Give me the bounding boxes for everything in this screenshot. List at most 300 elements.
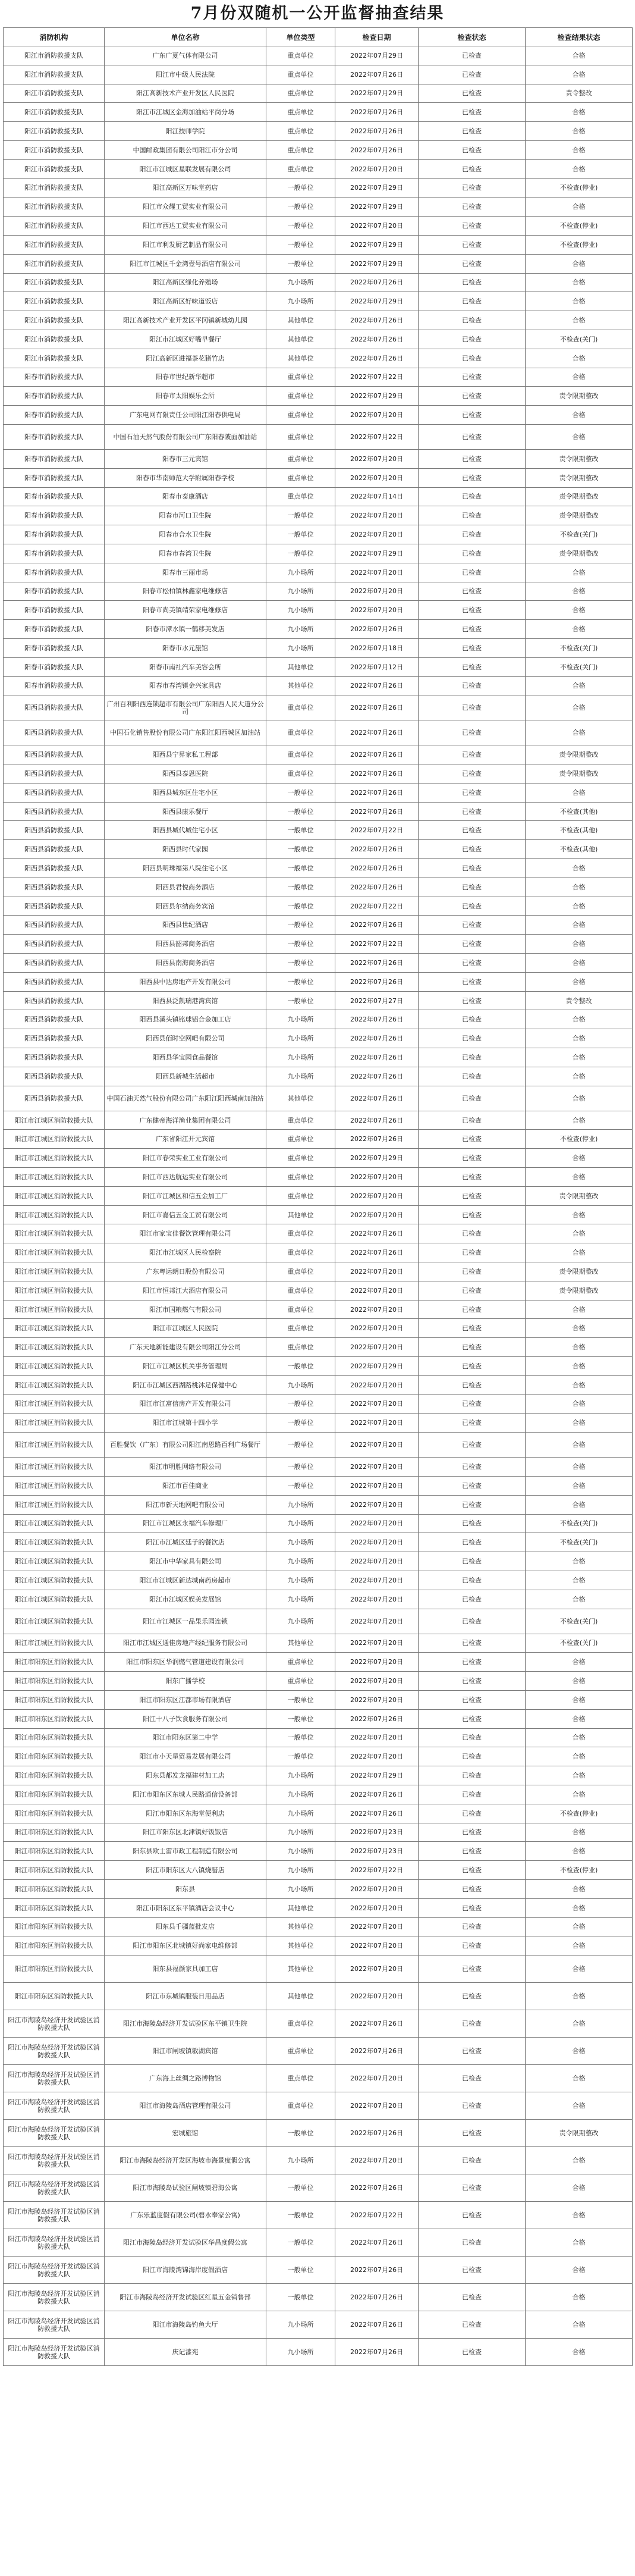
unit-type-cell: 其他单位 xyxy=(266,676,335,695)
result-status-cell: 合格 xyxy=(526,1010,633,1029)
inspection-status-cell: 已检查 xyxy=(419,601,526,620)
unit-name-cell: 阳江市江城第十四小学 xyxy=(105,1414,266,1433)
fire-agency-cell: 阳西县消防救援大队 xyxy=(4,720,105,745)
table-row xyxy=(4,582,633,601)
unit-name-cell: 阳西县泰恩医院 xyxy=(105,764,266,784)
table-row xyxy=(4,1205,633,1224)
result-status-cell: 合格 xyxy=(526,563,633,582)
table-row xyxy=(4,1048,633,1067)
fire-agency-cell: 阳西县消防救援大队 xyxy=(4,1029,105,1048)
unit-name-cell: 阳江市阳东区北津镇好饭饭店 xyxy=(105,1823,266,1842)
inspection-status-cell: 已检查 xyxy=(419,122,526,141)
inspection-date-cell: 2022年07月26日 xyxy=(335,695,419,720)
inspection-status-cell: 已检查 xyxy=(419,2229,526,2257)
table-row xyxy=(4,544,633,563)
unit-type-cell: 一般单位 xyxy=(266,198,335,217)
inspection-status-cell: 已检查 xyxy=(419,1879,526,1898)
fire-agency-cell: 阳江市海陵岛经济开发试验区消防救援大队 xyxy=(4,2202,105,2229)
inspection-status-cell: 已检查 xyxy=(419,1281,526,1300)
fire-agency-cell: 阳西县消防救援大队 xyxy=(4,783,105,802)
inspection-status-cell: 已检查 xyxy=(419,802,526,821)
inspection-status-cell: 已检查 xyxy=(419,1186,526,1205)
inspection-date-cell: 2022年07月20日 xyxy=(335,1672,419,1691)
inspection-date-cell: 2022年07月26日 xyxy=(335,764,419,784)
inspection-date-cell: 2022年07月26日 xyxy=(335,620,419,639)
page-title: 7月份双随机一公开监督抽查结果 xyxy=(190,4,445,23)
inspection-date-cell: 2022年07月20日 xyxy=(335,406,419,425)
result-status-cell: 合格 xyxy=(526,1048,633,1067)
unit-name-cell: 阳江市海陵岛经济开发试验区红星五金销售部 xyxy=(105,2284,266,2311)
inspection-date-cell: 2022年07月22日 xyxy=(335,897,419,916)
inspection-date-cell: 2022年07月26日 xyxy=(335,1111,419,1130)
unit-name-cell: 阳西县中达房地产开发有限公司 xyxy=(105,972,266,991)
inspection-date-cell: 2022年07月20日 xyxy=(335,1879,419,1898)
result-status-cell: 不检查(关门) xyxy=(526,657,633,676)
inspection-date-cell: 2022年07月20日 xyxy=(335,1168,419,1187)
unit-type-cell: 重点单位 xyxy=(266,122,335,141)
result-status-cell: 不检查(关门) xyxy=(526,525,633,544)
fire-agency-cell: 阳春市消防救援大队 xyxy=(4,424,105,449)
table-row xyxy=(4,2284,633,2311)
unit-name-cell: 阳江市江城区和信五金加工厂 xyxy=(105,1186,266,1205)
fire-agency-cell: 阳春市消防救援大队 xyxy=(4,676,105,695)
fire-agency-cell: 阳江市消防救援支队 xyxy=(4,65,105,84)
result-status-cell: 合格 xyxy=(526,1375,633,1394)
result-status-cell: 不检查(关门) xyxy=(526,1609,633,1634)
fire-agency-cell: 阳江市江城区消防救援大队 xyxy=(4,1394,105,1414)
unit-name-cell: 阳江市百佳商业 xyxy=(105,1476,266,1495)
unit-name-cell: 阳江十八子饮食服务有限公司 xyxy=(105,1709,266,1728)
table-row xyxy=(4,1936,633,1955)
inspection-status-cell: 已检查 xyxy=(419,1653,526,1672)
fire-agency-cell: 阳江市江城区消防救援大队 xyxy=(4,1533,105,1552)
inspection-date-cell: 2022年07月29日 xyxy=(335,84,419,103)
inspection-date-cell: 2022年07月26日 xyxy=(335,2339,419,2366)
inspection-date-cell: 2022年07月26日 xyxy=(335,65,419,84)
fire-agency-cell: 阳西县消防救援大队 xyxy=(4,878,105,897)
unit-type-cell: 一般单位 xyxy=(266,821,335,840)
unit-type-cell: 重点单位 xyxy=(266,720,335,745)
unit-type-cell: 其他单位 xyxy=(266,349,335,368)
unit-type-cell: 重点单位 xyxy=(266,1653,335,1672)
unit-type-cell: 九小场所 xyxy=(266,563,335,582)
fire-agency-cell: 阳江市阳东区消防救援大队 xyxy=(4,1955,105,1983)
result-status-cell: 合格 xyxy=(526,1653,633,1672)
fire-agency-cell: 阳江市江城区消防救援大队 xyxy=(4,1319,105,1338)
inspection-date-cell: 2022年07月20日 xyxy=(335,159,419,178)
fire-agency-cell: 阳春市消防救援大队 xyxy=(4,406,105,425)
unit-name-cell: 阳东县千疆蓝批发店 xyxy=(105,1917,266,1936)
result-status-cell: 合格 xyxy=(526,1766,633,1785)
inspection-status-cell: 已检查 xyxy=(419,1414,526,1433)
unit-name-cell: 阳江市阳东区大八镇烧腊店 xyxy=(105,1861,266,1880)
table-row xyxy=(4,821,633,840)
unit-name-cell: 百胜餐饮（广东）有限公司阳江南恩路百利广场餐厅 xyxy=(105,1433,266,1458)
inspection-date-cell: 2022年07月26日 xyxy=(335,720,419,745)
unit-type-cell: 重点单位 xyxy=(266,2010,335,2038)
unit-type-cell: 重点单位 xyxy=(266,1186,335,1205)
fire-agency-cell: 阳西县消防救援大队 xyxy=(4,972,105,991)
inspection-date-cell: 2022年07月20日 xyxy=(335,1281,419,1300)
unit-type-cell: 一般单位 xyxy=(266,1476,335,1495)
result-status-cell: 合格 xyxy=(526,140,633,159)
result-status-cell: 合格 xyxy=(526,676,633,695)
fire-agency-cell: 阳江市江城区消防救援大队 xyxy=(4,1186,105,1205)
table-row xyxy=(4,487,633,506)
unit-type-cell: 重点单位 xyxy=(266,159,335,178)
table-row xyxy=(4,254,633,273)
fire-agency-cell: 阳江市消防救援支队 xyxy=(4,140,105,159)
inspection-date-cell: 2022年07月22日 xyxy=(335,368,419,387)
unit-name-cell: 阳江市海陵岛钓鱼大厅 xyxy=(105,2311,266,2339)
inspection-status-cell: 已检查 xyxy=(419,1130,526,1149)
inspection-status-cell: 已检查 xyxy=(419,972,526,991)
inspection-status-cell: 已检查 xyxy=(419,140,526,159)
unit-name-cell: 阳春市太阳娱乐会所 xyxy=(105,387,266,406)
inspection-status-cell: 已检查 xyxy=(419,1983,526,2010)
unit-name-cell: 阳东县欧士雷市政工程制造有限公司 xyxy=(105,1842,266,1861)
inspection-date-cell: 2022年07月20日 xyxy=(335,1571,419,1590)
fire-agency-cell: 阳江市江城区消防救援大队 xyxy=(4,1338,105,1357)
table-row xyxy=(4,935,633,954)
unit-type-cell: 一般单位 xyxy=(266,2229,335,2257)
fire-agency-cell: 阳江市阳东区消防救援大队 xyxy=(4,1653,105,1672)
inspection-status-cell: 已检查 xyxy=(419,1433,526,1458)
unit-type-cell: 一般单位 xyxy=(266,916,335,935)
result-status-cell: 合格 xyxy=(526,2229,633,2257)
unit-type-cell: 一般单位 xyxy=(266,217,335,236)
inspection-status-cell: 已检查 xyxy=(419,1709,526,1728)
table-row xyxy=(4,406,633,425)
table-row xyxy=(4,1281,633,1300)
inspection-date-cell: 2022年07月26日 xyxy=(335,349,419,368)
inspection-status-cell: 已检查 xyxy=(419,1634,526,1653)
fire-agency-cell: 阳江市江城区消防救援大队 xyxy=(4,1300,105,1319)
inspection-date-cell: 2022年07月20日 xyxy=(335,1186,419,1205)
unit-name-cell: 阳江市江城区星联发展有限公司 xyxy=(105,159,266,178)
inspection-status-cell: 已检查 xyxy=(419,65,526,84)
table-row xyxy=(4,1552,633,1571)
result-status-cell: 合格 xyxy=(526,1149,633,1168)
inspection-status-cell: 已检查 xyxy=(419,544,526,563)
fire-agency-cell: 阳江市海陵岛经济开发试验区消防救援大队 xyxy=(4,2065,105,2092)
unit-type-cell: 一般单位 xyxy=(266,2174,335,2202)
inspection-date-cell: 2022年07月26日 xyxy=(335,878,419,897)
inspection-status-cell: 已检查 xyxy=(419,1168,526,1187)
inspection-date-cell: 2022年07月20日 xyxy=(335,525,419,544)
inspection-date-cell: 2022年07月20日 xyxy=(335,1514,419,1533)
result-status-cell: 合格 xyxy=(526,1476,633,1495)
inspection-date-cell: 2022年07月20日 xyxy=(335,449,419,468)
inspection-date-cell: 2022年07月14日 xyxy=(335,487,419,506)
inspection-status-cell: 已检查 xyxy=(419,1010,526,1029)
result-status-cell: 不检查(停业) xyxy=(526,235,633,254)
result-status-cell: 合格 xyxy=(526,1067,633,1086)
fire-agency-cell: 阳西县消防救援大队 xyxy=(4,764,105,784)
result-status-cell: 合格 xyxy=(526,1433,633,1458)
inspection-status-cell: 已检查 xyxy=(419,1357,526,1376)
table-row xyxy=(4,1898,633,1917)
result-status-cell: 合格 xyxy=(526,406,633,425)
unit-type-cell: 重点单位 xyxy=(266,487,335,506)
inspection-date-cell: 2022年07月20日 xyxy=(335,1917,419,1936)
unit-type-cell: 一般单位 xyxy=(266,840,335,859)
fire-agency-cell: 阳春市消防救援大队 xyxy=(4,620,105,639)
inspection-date-cell: 2022年07月20日 xyxy=(335,1955,419,1983)
unit-type-cell: 九小场所 xyxy=(266,1571,335,1590)
fire-agency-cell: 阳春市消防救援大队 xyxy=(4,368,105,387)
table-row xyxy=(4,1634,633,1653)
unit-type-cell: 一般单位 xyxy=(266,802,335,821)
fire-agency-cell: 阳西县消防救援大队 xyxy=(4,991,105,1010)
inspection-status-cell: 已检查 xyxy=(419,468,526,487)
result-status-cell: 合格 xyxy=(526,1224,633,1243)
inspection-status-cell: 已检查 xyxy=(419,1495,526,1514)
inspection-date-cell: 2022年07月26日 xyxy=(335,840,419,859)
result-status-cell: 合格 xyxy=(526,2202,633,2229)
unit-type-cell: 其他单位 xyxy=(266,1634,335,1653)
fire-agency-cell: 阳西县消防救援大队 xyxy=(4,954,105,973)
inspection-date-cell: 2022年07月20日 xyxy=(335,1747,419,1766)
inspection-status-cell: 已检查 xyxy=(419,991,526,1010)
fire-agency-cell: 阳江市江城区消防救援大队 xyxy=(4,1414,105,1433)
result-status-cell: 合格 xyxy=(526,311,633,330)
inspection-status-cell: 已检查 xyxy=(419,638,526,657)
inspection-date-cell: 2022年07月20日 xyxy=(335,1533,419,1552)
table-row xyxy=(4,1728,633,1747)
unit-type-cell: 九小场所 xyxy=(266,1010,335,1029)
table-row xyxy=(4,235,633,254)
unit-name-cell: 阳江市阳东区北城镇好尚家电维修部 xyxy=(105,1936,266,1955)
result-status-cell: 合格 xyxy=(526,1590,633,1609)
inspection-status-cell: 已检查 xyxy=(419,1898,526,1917)
unit-name-cell: 阳江市海陵岛酒店管理有限公司 xyxy=(105,2092,266,2120)
table-row xyxy=(4,84,633,103)
fire-agency-cell: 阳江市江城区消防救援大队 xyxy=(4,1262,105,1281)
unit-type-cell: 重点单位 xyxy=(266,1168,335,1187)
inspection-status-cell: 已检查 xyxy=(419,2092,526,2120)
inspection-date-cell: 2022年07月20日 xyxy=(335,1552,419,1571)
unit-type-cell: 一般单位 xyxy=(266,506,335,525)
unit-name-cell: 阳西县新城生活超市 xyxy=(105,1067,266,1086)
unit-name-cell: 中国石油天然气股份有限公司广东阳春陂面加油站 xyxy=(105,424,266,449)
inspection-status-cell: 已检查 xyxy=(419,1571,526,1590)
inspection-date-cell: 2022年07月29日 xyxy=(335,1149,419,1168)
result-status-cell: 合格 xyxy=(526,198,633,217)
fire-agency-cell: 阳江市消防救援支队 xyxy=(4,178,105,198)
table-row xyxy=(4,506,633,525)
inspection-date-cell: 2022年07月26日 xyxy=(335,1067,419,1086)
unit-name-cell: 阳江市阳东区东城人民路通信设备部 xyxy=(105,1785,266,1804)
fire-agency-cell: 阳江市阳东区消防救援大队 xyxy=(4,1842,105,1861)
inspection-date-cell: 2022年07月20日 xyxy=(335,1458,419,1477)
inspection-date-cell: 2022年07月27日 xyxy=(335,991,419,1010)
unit-name-cell: 阳东县福颜家具加工店 xyxy=(105,1955,266,1983)
inspection-date-cell: 2022年07月23日 xyxy=(335,1823,419,1842)
inspection-date-cell: 2022年07月26日 xyxy=(335,783,419,802)
table-row xyxy=(4,1495,633,1514)
unit-name-cell: 阳江市众耀工贸实业有限公司 xyxy=(105,198,266,217)
inspection-date-cell: 2022年07月20日 xyxy=(335,1262,419,1281)
fire-agency-cell: 阳江市海陵岛经济开发试验区消防救援大队 xyxy=(4,2284,105,2311)
table-row xyxy=(4,745,633,764)
unit-type-cell: 重点单位 xyxy=(266,468,335,487)
result-status-cell: 合格 xyxy=(526,1338,633,1357)
result-status-cell: 合格 xyxy=(526,720,633,745)
result-status-cell: 不检查(其他) xyxy=(526,802,633,821)
fire-agency-cell: 阳江市江城区消防救援大队 xyxy=(4,1168,105,1187)
table-row xyxy=(4,1955,633,1983)
inspection-status-cell: 已检查 xyxy=(419,657,526,676)
fire-agency-cell: 阳江市江城区消防救援大队 xyxy=(4,1571,105,1590)
result-status-cell: 合格 xyxy=(526,254,633,273)
table-row xyxy=(4,2092,633,2120)
unit-name-cell: 阳江市江城区机关事务管理局 xyxy=(105,1357,266,1376)
inspection-date-cell: 2022年07月26日 xyxy=(335,2174,419,2202)
fire-agency-cell: 阳春市消防救援大队 xyxy=(4,506,105,525)
inspection-date-cell: 2022年07月26日 xyxy=(335,2284,419,2311)
inspection-date-cell: 2022年07月29日 xyxy=(335,292,419,311)
inspection-date-cell: 2022年07月26日 xyxy=(335,2010,419,2038)
unit-type-cell: 一般单位 xyxy=(266,1709,335,1728)
result-status-cell: 合格 xyxy=(526,878,633,897)
table-row xyxy=(4,802,633,821)
inspection-date-cell: 2022年07月26日 xyxy=(335,311,419,330)
unit-name-cell: 阳西县时代家园 xyxy=(105,840,266,859)
unit-name-cell: 中国邮政集团有限公司阳江市分公司 xyxy=(105,140,266,159)
inspection-date-cell: 2022年07月23日 xyxy=(335,1842,419,1861)
inspection-status-cell: 已检查 xyxy=(419,2202,526,2229)
fire-agency-cell: 阳西县消防救援大队 xyxy=(4,1010,105,1029)
inspection-date-cell: 2022年07月29日 xyxy=(335,254,419,273)
result-status-cell: 合格 xyxy=(526,2311,633,2339)
inspection-status-cell: 已检查 xyxy=(419,1086,526,1111)
fire-agency-cell: 阳江市海陵岛经济开发试验区消防救援大队 xyxy=(4,2174,105,2202)
inspection-status-cell: 已检查 xyxy=(419,897,526,916)
result-status-cell: 合格 xyxy=(526,2257,633,2284)
unit-name-cell: 阳江高新区绿化养殖场 xyxy=(105,273,266,292)
result-status-cell: 合格 xyxy=(526,954,633,973)
result-status-cell: 责令限期整改 xyxy=(526,449,633,468)
unit-type-cell: 九小场所 xyxy=(266,1861,335,1880)
result-status-cell: 合格 xyxy=(526,601,633,620)
unit-type-cell: 九小场所 xyxy=(266,292,335,311)
fire-agency-cell: 阳江市江城区消防救援大队 xyxy=(4,1609,105,1634)
result-status-cell: 合格 xyxy=(526,916,633,935)
unit-name-cell: 阳春市三元宾馆 xyxy=(105,449,266,468)
result-status-cell: 合格 xyxy=(526,2284,633,2311)
inspection-status-cell: 已检查 xyxy=(419,2120,526,2147)
inspection-date-cell: 2022年07月20日 xyxy=(335,1609,419,1634)
fire-agency-cell: 阳江市阳东区消防救援大队 xyxy=(4,1672,105,1691)
fire-agency-cell: 阳江市海陵岛经济开发试验区消防救援大队 xyxy=(4,2092,105,2120)
unit-type-cell: 其他单位 xyxy=(266,657,335,676)
inspection-status-cell: 已检查 xyxy=(419,954,526,973)
inspection-date-cell: 2022年07月26日 xyxy=(335,859,419,878)
inspection-date-cell: 2022年07月29日 xyxy=(335,544,419,563)
result-status-cell: 不检查(其他) xyxy=(526,840,633,859)
fire-agency-cell: 阳江市消防救援支队 xyxy=(4,46,105,65)
result-status-cell: 合格 xyxy=(526,424,633,449)
unit-type-cell: 重点单位 xyxy=(266,449,335,468)
unit-type-cell: 九小场所 xyxy=(266,1495,335,1514)
unit-name-cell: 广东省阳江开元宾馆 xyxy=(105,1130,266,1149)
inspection-status-cell: 已检查 xyxy=(419,159,526,178)
unit-name-cell: 阳江高新区好味道饭店 xyxy=(105,292,266,311)
result-status-cell: 合格 xyxy=(526,2147,633,2174)
unit-name-cell: 阳春市春湾镇金兴家具店 xyxy=(105,676,266,695)
fire-agency-cell: 阳春市消防救援大队 xyxy=(4,563,105,582)
inspection-status-cell: 已检查 xyxy=(419,349,526,368)
column-header-result-status: 检查结果状态 xyxy=(526,28,633,46)
inspection-date-cell: 2022年07月26日 xyxy=(335,1243,419,1262)
inspection-date-cell: 2022年07月20日 xyxy=(335,1728,419,1747)
unit-type-cell: 重点单位 xyxy=(266,1130,335,1149)
result-status-cell: 不检查(停业) xyxy=(526,1130,633,1149)
inspection-date-cell: 2022年07月20日 xyxy=(335,601,419,620)
table-row xyxy=(4,1879,633,1898)
table-row xyxy=(4,1357,633,1376)
unit-name-cell: 阳春市泰康酒店 xyxy=(105,487,266,506)
result-status-cell: 不检查(关门) xyxy=(526,1533,633,1552)
unit-name-cell: 广东广夏气体有限公司 xyxy=(105,46,266,65)
unit-type-cell: 九小场所 xyxy=(266,1029,335,1048)
fire-agency-cell: 阳西县消防救援大队 xyxy=(4,1086,105,1111)
inspection-status-cell: 已检查 xyxy=(419,2147,526,2174)
fire-agency-cell: 阳西县消防救援大队 xyxy=(4,935,105,954)
inspection-status-cell: 已检查 xyxy=(419,1936,526,1955)
unit-type-cell: 九小场所 xyxy=(266,1609,335,1634)
result-status-cell: 责令限期整改 xyxy=(526,1186,633,1205)
inspection-status-cell: 已检查 xyxy=(419,695,526,720)
table-row xyxy=(4,198,633,217)
result-status-cell: 合格 xyxy=(526,273,633,292)
unit-type-cell: 九小场所 xyxy=(266,1879,335,1898)
unit-type-cell: 九小场所 xyxy=(266,1533,335,1552)
unit-type-cell: 九小场所 xyxy=(266,582,335,601)
table-row xyxy=(4,368,633,387)
unit-name-cell: 广州百利阳西连锁超市有限公司广东阳西人民大道分公司 xyxy=(105,695,266,720)
fire-agency-cell: 阳春市消防救援大队 xyxy=(4,544,105,563)
fire-agency-cell: 阳江市江城区消防救援大队 xyxy=(4,1281,105,1300)
table-row xyxy=(4,217,633,236)
table-row xyxy=(4,1672,633,1691)
result-status-cell: 合格 xyxy=(526,582,633,601)
fire-agency-cell: 阳江市消防救援支队 xyxy=(4,159,105,178)
fire-agency-cell: 阳西县消防救援大队 xyxy=(4,1048,105,1067)
unit-name-cell: 阳西县佰时空网吧有限公司 xyxy=(105,1029,266,1048)
inspection-date-cell: 2022年07月29日 xyxy=(335,387,419,406)
result-status-cell: 合格 xyxy=(526,1029,633,1048)
unit-type-cell: 一般单位 xyxy=(266,1414,335,1433)
table-row xyxy=(4,1394,633,1414)
unit-type-cell: 一般单位 xyxy=(266,2120,335,2147)
unit-type-cell: 一般单位 xyxy=(266,1747,335,1766)
fire-agency-cell: 阳江市江城区消防救援大队 xyxy=(4,1458,105,1477)
result-status-cell: 责令限期整改 xyxy=(526,764,633,784)
fire-agency-cell: 阳春市消防救援大队 xyxy=(4,387,105,406)
unit-name-cell: 阳东县 xyxy=(105,1879,266,1898)
unit-type-cell: 其他单位 xyxy=(266,1955,335,1983)
unit-type-cell: 九小场所 xyxy=(266,1804,335,1823)
unit-type-cell: 一般单位 xyxy=(266,972,335,991)
unit-type-cell: 一般单位 xyxy=(266,2284,335,2311)
inspection-status-cell: 已检查 xyxy=(419,1224,526,1243)
unit-name-cell: 阳江市西达航运实业有限公司 xyxy=(105,1168,266,1187)
table-row xyxy=(4,1224,633,1243)
unit-name-cell: 阳江市利发厨艺制品有限公司 xyxy=(105,235,266,254)
fire-agency-cell: 阳西县消防救援大队 xyxy=(4,821,105,840)
